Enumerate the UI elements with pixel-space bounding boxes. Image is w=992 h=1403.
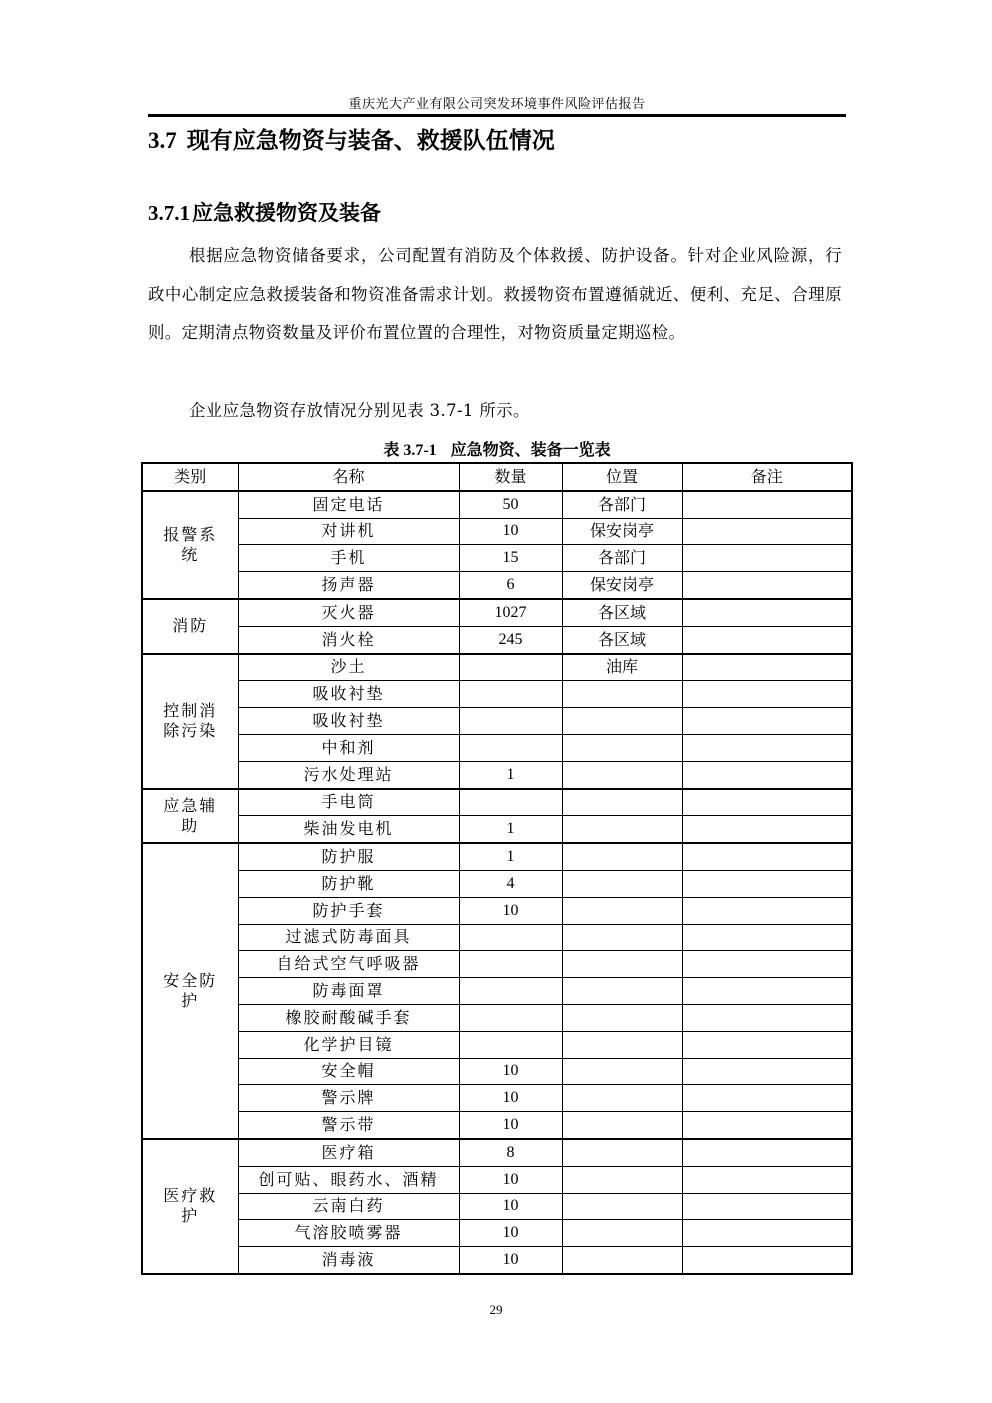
table-row (142, 545, 852, 572)
quantity-cell: 1 (459, 843, 562, 870)
header-quantity: 数量 (459, 463, 562, 491)
note-cell (682, 1085, 852, 1112)
name-cell: 防毒面罩 (238, 978, 459, 1005)
quantity-cell: 15 (459, 545, 562, 572)
quantity-cell (459, 734, 562, 761)
table-row (142, 599, 852, 626)
note-cell (682, 1004, 852, 1031)
category-cell: 控制消 除污染 (142, 654, 238, 789)
quantity-cell (459, 708, 562, 735)
section-number: 3.7 (148, 128, 177, 153)
location-cell: 各区域 (562, 599, 682, 626)
location-cell (562, 1085, 682, 1112)
quantity-cell: 10 (459, 1247, 562, 1274)
emergency-supplies-table (141, 462, 853, 1275)
table-caption (148, 437, 846, 460)
table-row (142, 897, 852, 924)
note-cell (682, 951, 852, 978)
location-cell (562, 843, 682, 870)
quantity-cell: 245 (459, 626, 562, 653)
note-cell (682, 545, 852, 572)
name-cell: 手机 (238, 545, 459, 572)
subsection-number: 3.7.1 (148, 201, 190, 225)
name-cell: 灭火器 (238, 599, 459, 626)
note-cell (682, 1247, 852, 1274)
quantity-cell: 10 (459, 1166, 562, 1193)
table-row (142, 626, 852, 653)
location-cell (562, 951, 682, 978)
section-heading (148, 122, 555, 155)
name-cell: 扬声器 (238, 572, 459, 599)
note-cell (682, 843, 852, 870)
note-cell (682, 897, 852, 924)
table-row (142, 1247, 852, 1274)
table-row (142, 708, 852, 735)
header-location: 位置 (562, 463, 682, 491)
name-cell: 警示牌 (238, 1085, 459, 1112)
location-cell: 保安岗亭 (562, 572, 682, 599)
name-cell: 污水处理站 (238, 761, 459, 788)
table-header-row (142, 463, 852, 491)
name-cell: 手电筒 (238, 789, 459, 816)
note-cell (682, 816, 852, 843)
location-cell (562, 1004, 682, 1031)
quantity-cell: 6 (459, 572, 562, 599)
location-cell (562, 1058, 682, 1085)
location-cell (562, 978, 682, 1005)
name-cell: 云南白药 (238, 1193, 459, 1220)
table-row (142, 572, 852, 599)
location-cell: 油库 (562, 654, 682, 681)
name-cell: 对讲机 (238, 518, 459, 545)
table-row (142, 1058, 852, 1085)
name-cell: 消毒液 (238, 1247, 459, 1274)
location-cell (562, 1220, 682, 1247)
note-cell (682, 870, 852, 897)
header-category: 类别 (142, 463, 238, 491)
quantity-cell (459, 978, 562, 1005)
quantity-cell (459, 1031, 562, 1058)
quantity-cell (459, 789, 562, 816)
location-cell (562, 816, 682, 843)
quantity-cell: 8 (459, 1139, 562, 1166)
name-cell: 自给式空气呼吸器 (238, 951, 459, 978)
category-cell: 报警系 统 (142, 491, 238, 599)
note-cell (682, 789, 852, 816)
name-cell: 固定电话 (238, 491, 459, 518)
note-cell (682, 1193, 852, 1220)
quantity-cell (459, 654, 562, 681)
name-cell: 防护服 (238, 843, 459, 870)
note-cell (682, 572, 852, 599)
table-row (142, 843, 852, 870)
note-cell (682, 1112, 852, 1139)
table-row (142, 816, 852, 843)
table-row (142, 734, 852, 761)
table-row (142, 654, 852, 681)
location-cell (562, 1247, 682, 1274)
location-cell (562, 708, 682, 735)
note-cell (682, 1220, 852, 1247)
location-cell (562, 870, 682, 897)
location-cell (562, 1193, 682, 1220)
location-cell (562, 734, 682, 761)
table-row (142, 924, 852, 951)
note-cell (682, 924, 852, 951)
note-cell (682, 599, 852, 626)
table-row (142, 1166, 852, 1193)
quantity-cell: 1 (459, 761, 562, 788)
name-cell: 中和剂 (238, 734, 459, 761)
note-cell (682, 734, 852, 761)
quantity-cell: 10 (459, 1085, 562, 1112)
quantity-cell: 1 (459, 816, 562, 843)
table-row (142, 951, 852, 978)
note-cell (682, 626, 852, 653)
name-cell: 安全帽 (238, 1058, 459, 1085)
location-cell (562, 924, 682, 951)
note-cell (682, 978, 852, 1005)
table-caption-title: 应急物资、装备一览表 (450, 440, 611, 459)
category-cell: 医疗救 护 (142, 1139, 238, 1274)
quantity-cell (459, 681, 562, 708)
name-cell: 防护靴 (238, 870, 459, 897)
location-cell (562, 789, 682, 816)
quantity-cell: 4 (459, 870, 562, 897)
table-row (142, 1004, 852, 1031)
note-cell (682, 1166, 852, 1193)
note-cell (682, 654, 852, 681)
table-row (142, 761, 852, 788)
location-cell: 保安岗亭 (562, 518, 682, 545)
note-cell (682, 1031, 852, 1058)
table-row (142, 1220, 852, 1247)
name-cell: 创可贴、眼药水、酒精 (238, 1166, 459, 1193)
name-cell: 过滤式防毒面具 (238, 924, 459, 951)
name-cell: 警示带 (238, 1112, 459, 1139)
running-header: 重庆光大产业有限公司突发环境事件风险评估报告 (348, 97, 646, 112)
location-cell (562, 1166, 682, 1193)
subsection-title: 应急救援物资及装备 (192, 201, 381, 225)
quantity-cell: 1027 (459, 599, 562, 626)
quantity-cell: 50 (459, 491, 562, 518)
quantity-cell: 10 (459, 1193, 562, 1220)
name-cell: 柴油发电机 (238, 816, 459, 843)
table-row (142, 978, 852, 1005)
table-body (142, 491, 852, 1274)
quantity-cell: 10 (459, 1112, 562, 1139)
quantity-cell (459, 1004, 562, 1031)
table-row (142, 681, 852, 708)
category-cell: 应急辅 助 (142, 789, 238, 844)
table-row (142, 1193, 852, 1220)
table-reference-paragraph: 企业应急物资存放情况分别见表 3.7-1 所示。 (189, 401, 530, 420)
quantity-cell (459, 951, 562, 978)
quantity-cell: 10 (459, 1220, 562, 1247)
location-cell: 各部门 (562, 545, 682, 572)
header-name: 名称 (238, 463, 459, 491)
section-title: 现有应急物资与装备、救援队伍情况 (186, 128, 555, 154)
note-cell (682, 518, 852, 545)
note-cell (682, 1058, 852, 1085)
name-cell: 消火栓 (238, 626, 459, 653)
name-cell: 吸收衬垫 (238, 708, 459, 735)
note-cell (682, 708, 852, 735)
quantity-cell: 10 (459, 1058, 562, 1085)
name-cell: 化学护目镜 (238, 1031, 459, 1058)
table-row (142, 1085, 852, 1112)
header-note: 备注 (682, 463, 852, 491)
location-cell (562, 1112, 682, 1139)
table-row (142, 870, 852, 897)
location-cell (562, 1139, 682, 1166)
table-row (142, 518, 852, 545)
body-paragraph: 根据应急物资储备要求，公司配置有消防及个体救援、防护设备。针对企业风险源，行政中心制定应急救援装备和物资准备需求计划。救援物资布置遵循就近、便利、充足、合理原则。定期清点物资数量及评价布置位置的合理性，对物资质量定期巡检。 (148, 246, 842, 342)
location-cell: 各区域 (562, 626, 682, 653)
page-number: 29 (489, 1302, 503, 1317)
name-cell: 橡胶耐酸碱手套 (238, 1004, 459, 1031)
name-cell: 医疗箱 (238, 1139, 459, 1166)
location-cell: 各部门 (562, 491, 682, 518)
table-row (142, 1139, 852, 1166)
location-cell (562, 897, 682, 924)
location-cell (562, 681, 682, 708)
note-cell (682, 1139, 852, 1166)
note-cell (682, 491, 852, 518)
quantity-cell: 10 (459, 518, 562, 545)
category-cell: 安全防 护 (142, 843, 238, 1139)
note-cell (682, 681, 852, 708)
note-cell (682, 761, 852, 788)
name-cell: 吸收衬垫 (238, 681, 459, 708)
table-row (142, 1031, 852, 1058)
subsection-heading (148, 197, 381, 227)
category-cell: 消防 (142, 599, 238, 654)
name-cell: 防护手套 (238, 897, 459, 924)
quantity-cell: 10 (459, 897, 562, 924)
table-row (142, 491, 852, 518)
header-rule (148, 114, 846, 117)
table-row (142, 789, 852, 816)
quantity-cell (459, 924, 562, 951)
table-row (142, 1112, 852, 1139)
name-cell: 气溶胶喷雾器 (238, 1220, 459, 1247)
location-cell (562, 761, 682, 788)
table-caption-number: 表 3.7-1 (383, 442, 437, 459)
name-cell: 沙土 (238, 654, 459, 681)
location-cell (562, 1031, 682, 1058)
